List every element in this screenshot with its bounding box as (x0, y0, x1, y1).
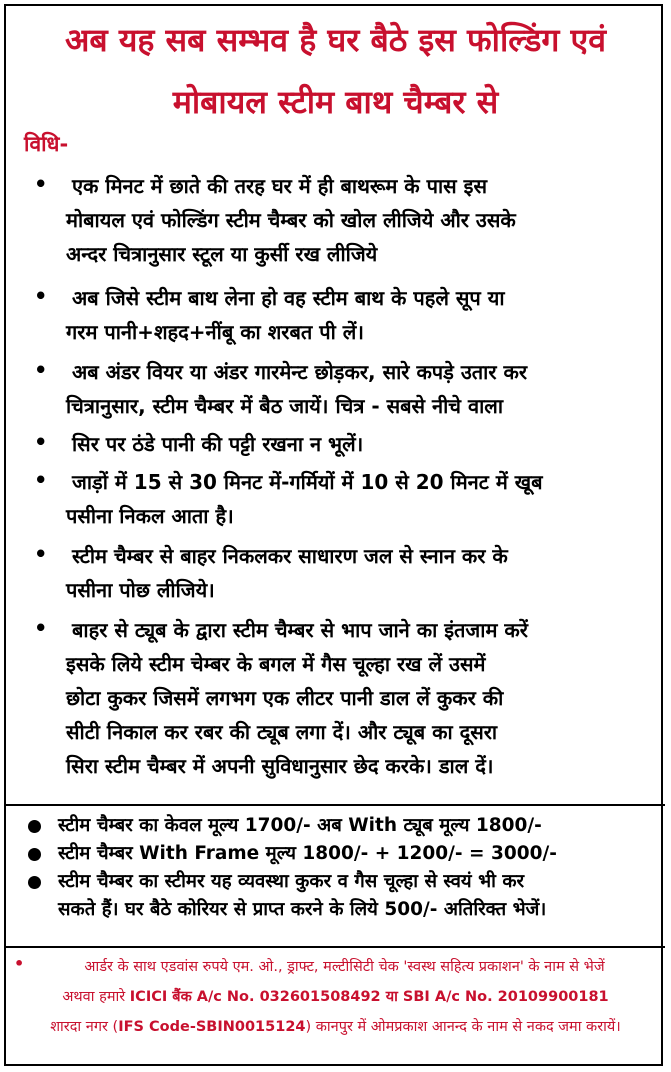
method-step-line: पसीना पोछ लीजिये। (66, 578, 215, 602)
bank-account-details: ICICI बैंक A/c No. 032601508492 या SBI A/c No. 20109900181 (129, 989, 609, 1005)
method-step-line: गरम पानी+शहद+नींबू का शरबत पी लें। (66, 320, 364, 344)
bullet-icon: • (34, 284, 48, 308)
price-bullet-icon (28, 820, 41, 833)
method-step-line: अन्दर चित्रानुसार स्टूल या कुर्सी रख लीजिये (66, 242, 378, 266)
method-step-line: सिर पर ठंडे पानी की पट्टी रखना न भूलें। (72, 432, 364, 456)
bullet-icon: • (34, 172, 48, 196)
price-line: सकते हैं। घर बैठे कोरियर से प्राप्त करने के लिये 500/- अतिरिक्त भेजें। (58, 899, 547, 920)
bullet-icon: • (34, 616, 48, 640)
bullet-icon: • (34, 468, 48, 492)
method-step-line: जाड़ों में 15 से 30 मिनट में-गर्मियों में 10 से 20 मिनट में खूब (72, 470, 543, 494)
order-line-3 (0, 1014, 671, 1040)
method-step-line: चित्रानुसार, स्टीम चैम्बर में बैठ जायें। चित्र - सबसे नीचे वाला (66, 394, 504, 418)
order-line-3-text-a: शारदा नगर ( (50, 1019, 119, 1035)
method-step-line: अब अंडर वियर या अंडर गारमेन्ट छोड़कर, सारे कपड़े उतार कर (72, 360, 528, 384)
headline-line-1: अब यह सब सम्भव है घर बैठे इस फोल्डिंग एवं (64, 21, 607, 59)
price-bullet-icon (28, 848, 41, 861)
bullet-icon: • (34, 542, 48, 566)
order-line-2 (0, 984, 671, 1010)
order-bullet-icon: • (14, 954, 25, 973)
method-step-line: अब जिसे स्टीम बाथ लेना हो वह स्टीम बाथ के पहले सूप या (72, 286, 505, 310)
method-step-line: मोबायल एवं फोल्डिंग स्टीम चैम्बर को खोल लीजिये और उसके (66, 208, 516, 232)
divider-top (6, 804, 665, 806)
price-line: स्टीम चैम्बर का स्टीमर यह व्यवस्था कुकर व गैस चूल्हा से स्वयं भी कर (58, 871, 525, 892)
bullet-icon: • (34, 430, 48, 454)
method-step-line: स्टीम चैम्बर से बाहर निकलकर साधारण जल से स्नान कर के (72, 544, 508, 568)
method-heading: विधि- (24, 132, 69, 156)
price-bullet-icon (28, 876, 41, 889)
headline-line-2: मोबायल स्टीम बाथ चैम्बर से (172, 83, 499, 121)
method-step-line: सिरा स्टीम चैम्बर में अपनी सुविधानुसार छेद करके। डाल दें। (66, 754, 494, 778)
order-line-2-text: अथवा हमारे (62, 989, 130, 1005)
bullet-icon: • (34, 358, 48, 382)
method-step-line: सीटी निकाल कर रबर की ट्यूब लगा दें। और ट्यूब का दूसरा (66, 720, 498, 744)
method-step-line: बाहर से ट्यूब के द्वारा स्टीम चैम्बर से भाप जाने का इंतजाम करें (72, 618, 528, 642)
divider-bottom (6, 946, 665, 948)
method-step-line: पसीना निकल आता है। (66, 504, 234, 528)
price-line: स्टीम चैम्बर With Frame मूल्य 1800/- + 1200/- = 3000/- (58, 843, 557, 864)
method-step-line: छोटा कुकर जिसमें लगभग एक लीटर पानी डाल लें कुकर की (66, 686, 504, 710)
price-line: स्टीम चैम्बर का केवल मूल्य 1700/- अब With ट्यूब मूल्य 1800/- (58, 815, 542, 836)
order-line-1: आर्डर के साथ एडवांस रुपये एम. ओ., ड्राफ्ट, मल्टीसिटी चेक 'स्वस्थ सहित्य प्रकाशन' के नाम से भेजें (84, 959, 605, 975)
order-line-3-text-b: ) कानपुर में ओमप्रकाश आनन्द के नाम से नकद जमा करायें। (305, 1019, 621, 1035)
method-step-line: इसके लिये स्टीम चेम्बर के बगल में गैस चूल्हा रख लें उसमें (66, 652, 486, 676)
ifs-code: IFS Code-SBIN0015124 (118, 1019, 306, 1035)
method-step-line: एक मिनट में छाते की तरह घर में ही बाथरूम के पास इस (72, 174, 487, 198)
